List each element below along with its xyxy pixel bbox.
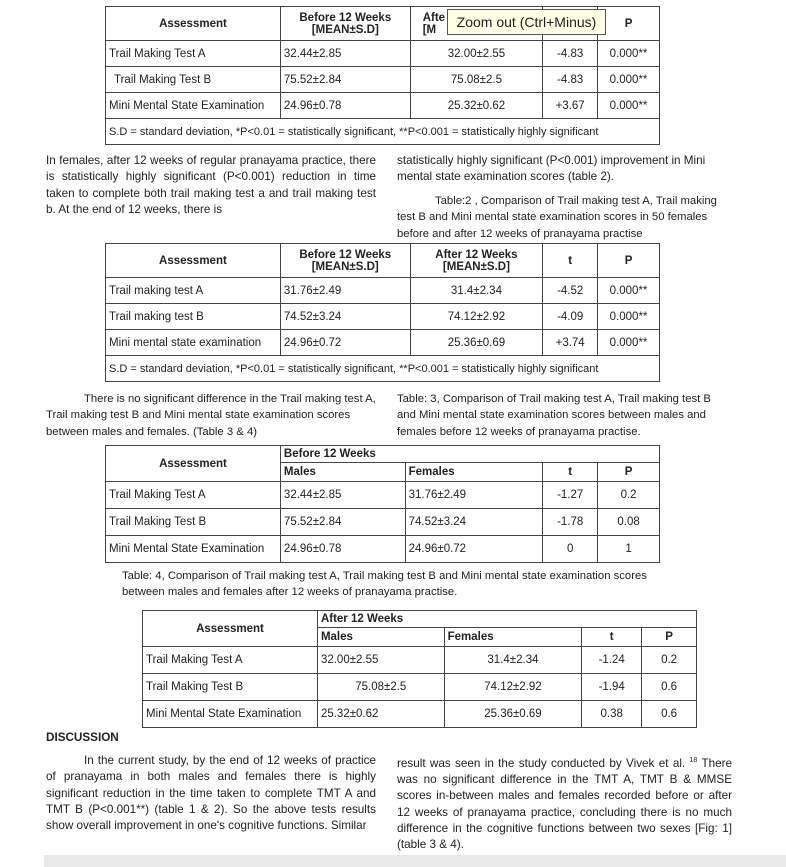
cell-males: 75.52±2.84	[280, 509, 405, 536]
cell-t: -4.83	[543, 41, 598, 67]
row-label: Mini mental state examination	[106, 330, 281, 356]
cell-p: 1	[598, 536, 660, 563]
cell-t: -4.09	[543, 304, 598, 330]
paragraph-females-right: statistically highly significant (P<0.001) improvement in Mini mental state examination scores (table 2).	[397, 154, 706, 184]
header-before: Before 12 Weeks [MEAN±S.D]	[280, 7, 410, 41]
table-row	[106, 330, 660, 356]
cell-females: 74.52±3.24	[405, 509, 543, 536]
table-header-row	[106, 244, 660, 278]
header-group: After 12 Weeks	[317, 611, 696, 628]
table-footnote-row	[106, 119, 660, 145]
table-row	[143, 701, 697, 728]
cell-before: 74.52±3.24	[280, 304, 410, 330]
cell-t: 0	[543, 536, 598, 563]
row-label: Trail Making Test A	[106, 482, 281, 509]
header-females: Females	[444, 628, 582, 647]
cell-before: 24.96±0.72	[280, 330, 410, 356]
row-label: Trail Making Test B	[143, 674, 318, 701]
cell-females: 74.12±2.92	[444, 674, 582, 701]
table-footnote-row	[106, 356, 660, 382]
table-4	[142, 610, 697, 728]
row-label: Trail Making Test A	[106, 41, 281, 67]
row-label: Trail Making Test A	[143, 647, 318, 674]
header-after: After 12 Weeks [MEAN±S.D]	[410, 244, 543, 278]
header-assessment: Assessment	[106, 7, 281, 41]
cell-p: 0.2	[598, 482, 660, 509]
header-assessment: Assessment	[143, 611, 318, 647]
cell-before: 31.76±2.49	[280, 278, 410, 304]
cell-after: 25.36±0.69	[410, 330, 543, 356]
table-row	[106, 482, 660, 509]
row-label: Trail Making Test B	[106, 67, 281, 93]
cell-t: -1.78	[543, 509, 598, 536]
cell-males: 24.96±0.78	[280, 536, 405, 563]
header-males: Males	[317, 628, 444, 647]
header-females: Females	[405, 463, 543, 482]
row-label: Trail making test B	[106, 304, 281, 330]
cell-p: 0.000**	[598, 278, 660, 304]
header-t: t	[582, 628, 642, 647]
cell-t: -4.52	[543, 278, 598, 304]
cell-p: 0.000**	[598, 304, 660, 330]
cell-p: 0.6	[642, 674, 697, 701]
cell-females: 24.96±0.72	[405, 536, 543, 563]
discussion-right	[397, 753, 732, 854]
cell-after: 31.4±2.34	[410, 278, 543, 304]
table-2-caption: Table:2 , Comparison of Trail making test A, Trail making test B and Mini mental state examination scores in 50 females before and after 12 weeks of pranayama practise	[397, 195, 717, 240]
page-bottom-bar	[44, 855, 786, 867]
header-before: Before 12 Weeks [MEAN±S.D]	[280, 244, 410, 278]
cell-p: 0.6	[642, 701, 697, 728]
table-row	[106, 278, 660, 304]
row-label: Mini Mental State Examination	[106, 93, 281, 119]
cell-after: 74.12±2.92	[410, 304, 543, 330]
header-p: P	[598, 463, 660, 482]
table-row	[143, 647, 697, 674]
cell-after: 32.00±2.55	[410, 41, 543, 67]
cell-females: 25.36±0.69	[444, 701, 582, 728]
header-assessment: Assessment	[106, 446, 281, 482]
table-row	[106, 67, 660, 93]
cell-t: -1.94	[582, 674, 642, 701]
discussion-heading: DISCUSSION	[46, 731, 119, 744]
table-row	[143, 674, 697, 701]
cell-t: -1.24	[582, 647, 642, 674]
table-3-caption: Table: 3, Comparison of Trail making test A, Trail making test B and Mini mental state examination scores between males and females before 12 weeks of pranayama practise.	[397, 393, 711, 438]
cell-females: 31.76±2.49	[405, 482, 543, 509]
table-footnote: S.D = standard deviation, *P<0.01 = statistically significant, **P<0.001 = statistically highly significant	[106, 119, 660, 145]
table-4-caption: Table: 4, Comparison of Trail making test A, Trail making test B and Mini mental state examination scores between males and females after 12 weeks of pranayama practise.	[122, 570, 647, 599]
zoom-out-tooltip: Zoom out (Ctrl+Minus)	[447, 9, 606, 35]
header-t: t	[543, 244, 598, 278]
cell-p: 0.000**	[598, 330, 660, 356]
header-p: P	[598, 7, 660, 41]
header-t: t	[543, 463, 598, 482]
table-header-row	[106, 446, 660, 463]
header-males: Males	[280, 463, 405, 482]
header-p: P	[642, 628, 697, 647]
table-3	[105, 445, 660, 563]
row-label: Trail Making Test B	[106, 509, 281, 536]
cell-t: +3.74	[543, 330, 598, 356]
discussion-left: In the current study, by the end of 12 weeks of practice of pranayama in both males and females there is highly significant reduction in the time taken to complete TMT A and TMT B (P<0.001**) (table 1 & 2). So the above tests results show overall improvement in one's cognitive functions. Similar	[46, 754, 376, 833]
table-row	[106, 93, 660, 119]
paragraph-females-left: In females, after 12 weeks of regular pranayama practice, there is statistically highly significant (P<0.001) reduction in time taken to complete both trail making test a and trail making test b. At the end of 12 weeks, there is	[46, 154, 376, 216]
cell-p: 0.000**	[598, 93, 660, 119]
cell-males: 25.32±0.62	[317, 701, 444, 728]
cell-p: 0.2	[642, 647, 697, 674]
header-assessment: Assessment	[106, 244, 281, 278]
table-header-row	[143, 611, 697, 628]
table-footnote: S.D = standard deviation, *P<0.01 = statistically significant, **P<0.001 = statistically highly significant	[106, 356, 660, 382]
paragraph-no-difference: There is no significant difference in the Trail making test A, Trail making test B and Mini mental state examination scores between males and females. (Table 3 & 4)	[46, 393, 376, 438]
discussion-right-text: result was seen in the study conducted by Vivek et al.	[397, 756, 690, 770]
cell-males: 32.44±2.85	[280, 482, 405, 509]
cell-females: 31.4±2.34	[444, 647, 582, 674]
cell-t: -1.27	[543, 482, 598, 509]
cell-t: 0.38	[582, 701, 642, 728]
header-after: Afte [M	[410, 7, 543, 41]
cell-t: -4.83	[543, 67, 598, 93]
table-row	[106, 304, 660, 330]
cell-before: 32.44±2.85	[280, 41, 410, 67]
cell-p: 0.000**	[598, 41, 660, 67]
cell-t: +3.67	[543, 93, 598, 119]
table-row	[106, 41, 660, 67]
cell-after: 75.08±2.5	[410, 67, 543, 93]
table-row	[106, 509, 660, 536]
row-label: Mini Mental State Examination	[143, 701, 318, 728]
reference-superscript: 18	[689, 757, 698, 764]
header-group: Before 12 Weeks	[280, 446, 659, 463]
row-label: Mini Mental State Examination	[106, 536, 281, 563]
discussion-right-text-cont: There was no significant difference in the TMT A, TMT B & MMSE scores in-between males and females recorded before or after 12 weeks of pranayama practice, concluding there is no much difference in the cognitive functions between two sexes [Fig: 1] (table 3 & 4).	[397, 756, 732, 852]
row-label: Trail making test A	[106, 278, 281, 304]
cell-before: 24.96±0.78	[280, 93, 410, 119]
table-row	[106, 536, 660, 563]
table-2	[105, 243, 660, 382]
cell-before: 75.52±2.84	[280, 67, 410, 93]
cell-males: 32.00±2.55	[317, 647, 444, 674]
cell-p: 0.08	[598, 509, 660, 536]
cell-after: 25.32±0.62	[410, 93, 543, 119]
header-p: P	[598, 244, 660, 278]
cell-p: 0.000**	[598, 67, 660, 93]
cell-males: 75.08±2.5	[317, 674, 444, 701]
